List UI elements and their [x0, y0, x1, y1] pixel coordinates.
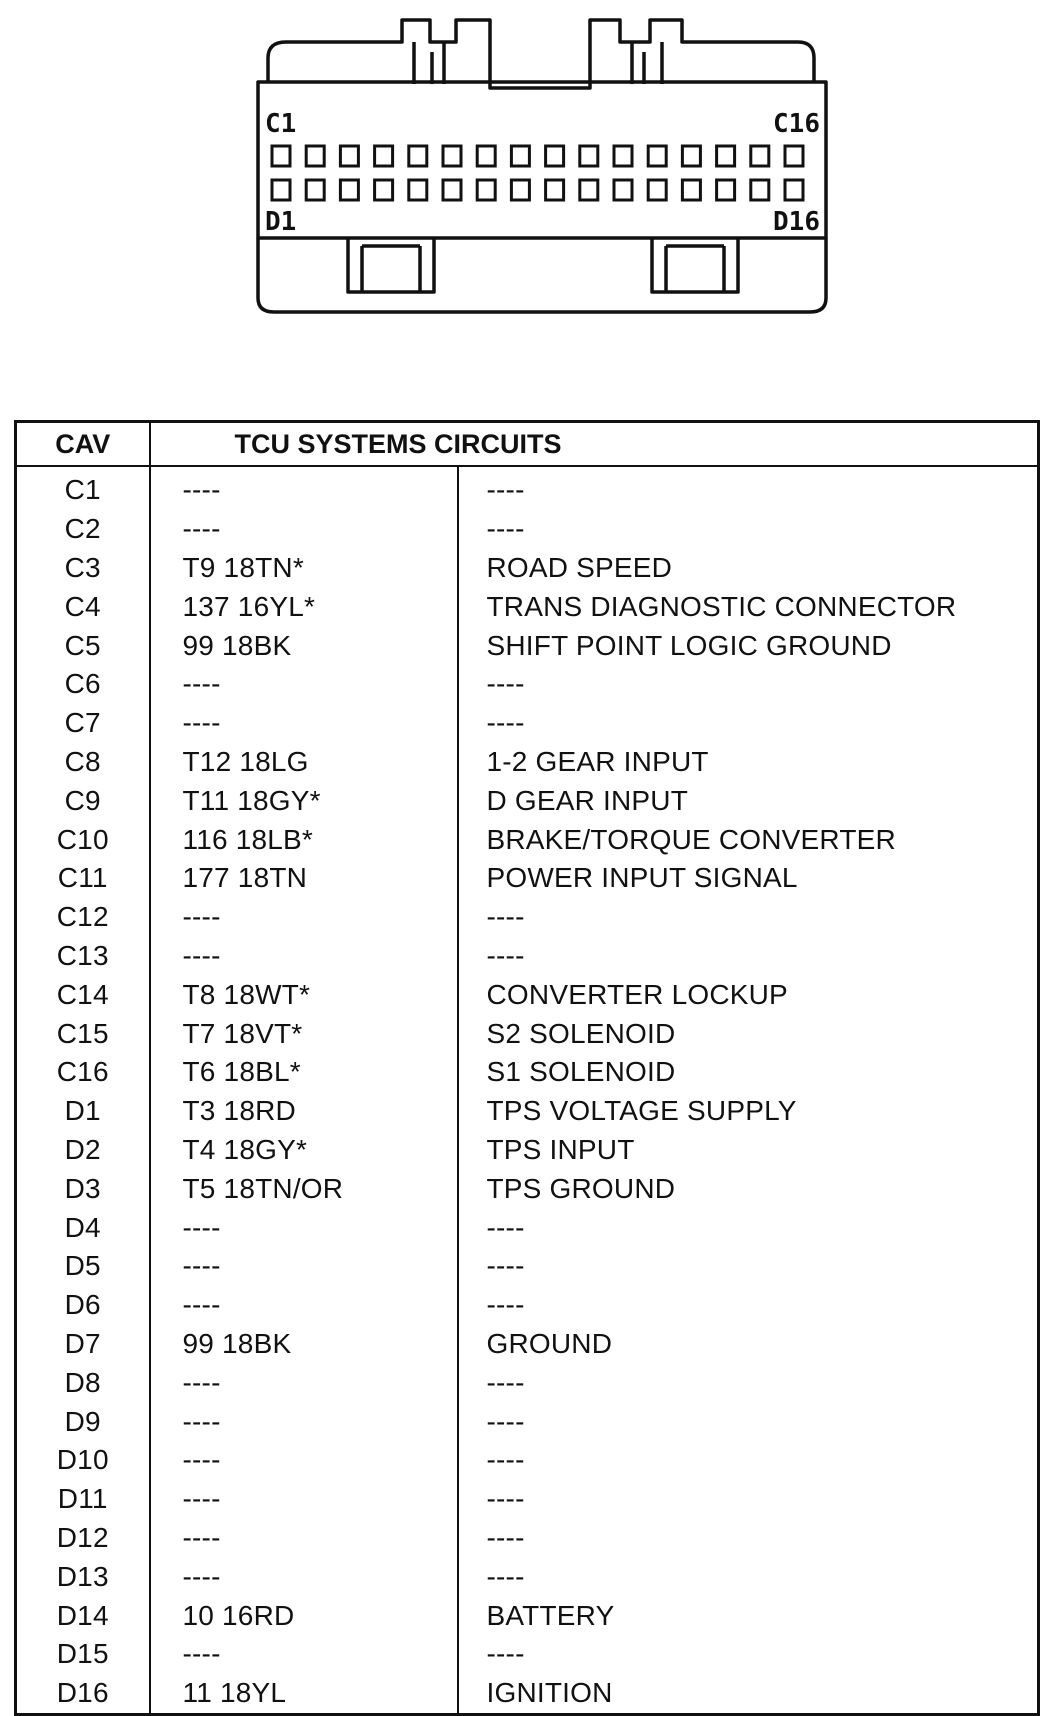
function-cell: ----	[486, 1405, 525, 1437]
pin-cavity-c4	[375, 146, 393, 166]
label-c16: C16	[773, 109, 820, 139]
circuit-cell: ----	[150, 1441, 458, 1480]
function-cell: TPS VOLTAGE SUPPLY	[486, 1095, 797, 1127]
pin-cavity-d15	[751, 180, 769, 200]
pin-cavity-d3	[340, 180, 358, 200]
circuit-cell: ----	[150, 1402, 458, 1441]
cav-cell: C8	[16, 743, 150, 782]
table-row	[16, 549, 1039, 588]
circuit-cell: ----	[150, 1519, 458, 1558]
table-row	[16, 937, 1039, 976]
pin-cavity-c2	[306, 146, 324, 166]
circuit-cell: ----	[150, 1363, 458, 1402]
pin-cavity-d2	[306, 180, 324, 200]
label-c1: C1	[265, 109, 297, 139]
table-row	[16, 1363, 1039, 1402]
cav-cell: D12	[16, 1519, 150, 1558]
table-row	[16, 781, 1039, 820]
circuit-cell: 137 16YL*	[150, 587, 458, 626]
circuit-cell: 116 18LB*	[150, 820, 458, 859]
table-row	[16, 898, 1039, 937]
table-row	[16, 1092, 1039, 1131]
function-cell: ----	[486, 1444, 525, 1476]
circuit-cell: ----	[150, 1557, 458, 1596]
cav-cell: D10	[16, 1441, 150, 1480]
pin-cavity-c11	[614, 146, 632, 166]
cav-cell: C16	[16, 1053, 150, 1092]
table-row	[16, 1286, 1039, 1325]
function-cell: ----	[486, 1250, 525, 1282]
table-row	[16, 1480, 1039, 1519]
table-row	[16, 587, 1039, 626]
table-row	[16, 1674, 1039, 1714]
pin-cavity-d10	[580, 180, 598, 200]
function-cell: SHIFT POINT LOGIC GROUND	[486, 629, 892, 661]
function-cell: ----	[486, 668, 525, 700]
function-cell: IGNITION	[486, 1677, 613, 1709]
function-cell: TPS INPUT	[486, 1133, 635, 1165]
table-row	[16, 1519, 1039, 1558]
function-cell: ----	[486, 1638, 525, 1670]
cav-cell: C11	[16, 859, 150, 898]
pin-cavity-c10	[580, 146, 598, 166]
cav-cell: D3	[16, 1169, 150, 1208]
function-cell: ROAD SPEED	[486, 551, 673, 583]
pin-cavity-c3	[340, 146, 358, 166]
function-cell: ----	[486, 474, 525, 506]
pin-cavity-d7	[477, 180, 495, 200]
pinout-table	[14, 420, 1040, 1716]
pin-cavity-c15	[751, 146, 769, 166]
circuit-cell: ----	[150, 704, 458, 743]
pin-cavity-d14	[717, 180, 735, 200]
function-cell: ----	[486, 1560, 525, 1592]
cav-cell: D2	[16, 1131, 150, 1170]
table-row	[16, 1053, 1039, 1092]
pin-cavity-d1	[272, 180, 290, 200]
cav-cell: D4	[16, 1208, 150, 1247]
circuit-cell: 99 18BK	[150, 1325, 458, 1364]
function-cell: ----	[486, 1211, 525, 1243]
table-body	[16, 466, 1039, 1714]
pin-cavity-c12	[648, 146, 666, 166]
function-cell: 1-2 GEAR INPUT	[486, 745, 709, 777]
cav-cell: D15	[16, 1635, 150, 1674]
pin-cavity-d4	[375, 180, 393, 200]
circuit-cell: ----	[150, 937, 458, 976]
circuit-cell: ----	[150, 665, 458, 704]
table-row	[16, 704, 1039, 743]
cav-cell: D11	[16, 1480, 150, 1519]
pin-cavity-c6	[443, 146, 461, 166]
cav-cell: C15	[16, 1014, 150, 1053]
circuit-cell: T8 18WT*	[150, 975, 458, 1014]
function-cell: ----	[486, 1366, 525, 1398]
label-d16: D16	[773, 207, 820, 237]
function-cell: S1 SOLENOID	[486, 1056, 676, 1088]
function-cell: GROUND	[486, 1327, 613, 1359]
table-row	[16, 1131, 1039, 1170]
connector-diagram	[0, 0, 1056, 330]
cav-cell: C2	[16, 510, 150, 549]
cav-cell: C1	[16, 466, 150, 510]
cav-cell: C13	[16, 937, 150, 976]
pin-cavity-c9	[546, 146, 564, 166]
pin-cavity-c7	[477, 146, 495, 166]
table-row	[16, 1247, 1039, 1286]
cav-cell: C9	[16, 781, 150, 820]
table-row	[16, 665, 1039, 704]
pin-cavity-c13	[682, 146, 700, 166]
pin-cavity-d8	[511, 180, 529, 200]
circuit-cell: ----	[150, 1286, 458, 1325]
function-cell: ----	[486, 939, 525, 971]
circuit-cell: 99 18BK	[150, 626, 458, 665]
header-circuits: TCU SYSTEMS CIRCUITS	[150, 422, 1039, 467]
cav-cell: C6	[16, 665, 150, 704]
table-row	[16, 975, 1039, 1014]
circuit-cell: ----	[150, 898, 458, 937]
circuit-cell: ----	[150, 1247, 458, 1286]
circuit-cell: ----	[150, 466, 458, 510]
table-row	[16, 1325, 1039, 1364]
cav-cell: C5	[16, 626, 150, 665]
pin-cavity-d6	[443, 180, 461, 200]
circuit-cell: T12 18LG	[150, 743, 458, 782]
function-cell: POWER INPUT SIGNAL	[486, 862, 798, 894]
circuit-cell: ----	[150, 510, 458, 549]
function-cell: D GEAR INPUT	[486, 784, 689, 816]
function-cell: ----	[486, 1521, 525, 1553]
cav-cell: D8	[16, 1363, 150, 1402]
label-d1: D1	[265, 207, 297, 237]
circuit-cell: T6 18BL*	[150, 1053, 458, 1092]
pin-cavity-d12	[648, 180, 666, 200]
circuit-cell: ----	[150, 1480, 458, 1519]
pin-cavity-d16	[785, 180, 803, 200]
function-cell: ----	[486, 1483, 525, 1515]
table-row	[16, 1169, 1039, 1208]
cav-cell: D14	[16, 1596, 150, 1635]
cav-cell: C14	[16, 975, 150, 1014]
table-row	[16, 510, 1039, 549]
circuit-cell: T9 18TN*	[150, 549, 458, 588]
pin-cavity-d9	[546, 180, 564, 200]
pin-cavity-c16	[785, 146, 803, 166]
table-row	[16, 1208, 1039, 1247]
pin-cavity-c1	[272, 146, 290, 166]
function-cell: CONVERTER LOCKUP	[486, 978, 788, 1010]
function-cell: BATTERY	[486, 1599, 615, 1631]
pin-cavity-c5	[409, 146, 427, 166]
circuit-cell: 10 16RD	[150, 1596, 458, 1635]
circuit-cell: T3 18RD	[150, 1092, 458, 1131]
function-cell: BRAKE/TORQUE CONVERTER	[486, 823, 896, 855]
cav-cell: C7	[16, 704, 150, 743]
function-cell: ----	[486, 901, 525, 933]
table-row	[16, 743, 1039, 782]
function-cell: ----	[486, 1289, 525, 1321]
pin-cavity-d11	[614, 180, 632, 200]
cav-cell: D1	[16, 1092, 150, 1131]
table-row	[16, 1557, 1039, 1596]
table-row	[16, 1441, 1039, 1480]
circuit-cell: 177 18TN	[150, 859, 458, 898]
header-cav: CAV	[16, 422, 150, 467]
table-row	[16, 1402, 1039, 1441]
cav-cell: D6	[16, 1286, 150, 1325]
table-row	[16, 820, 1039, 859]
circuit-cell: 11 18YL	[150, 1674, 458, 1714]
connector-pins	[272, 146, 803, 200]
circuit-cell: ----	[150, 1208, 458, 1247]
table-row	[16, 1596, 1039, 1635]
pin-cavity-d13	[682, 180, 700, 200]
cav-cell: C12	[16, 898, 150, 937]
function-cell: S2 SOLENOID	[486, 1017, 676, 1049]
circuit-cell: T4 18GY*	[150, 1131, 458, 1170]
table-row	[16, 859, 1039, 898]
cav-cell: D9	[16, 1402, 150, 1441]
function-cell: ----	[486, 707, 525, 739]
circuit-cell: T5 18TN/OR	[150, 1169, 458, 1208]
cav-cell: C3	[16, 549, 150, 588]
circuit-cell: T11 18GY*	[150, 781, 458, 820]
pin-cavity-c8	[511, 146, 529, 166]
circuit-cell: ----	[150, 1635, 458, 1674]
table-row	[16, 1635, 1039, 1674]
cav-cell: D7	[16, 1325, 150, 1364]
pin-cavity-c14	[717, 146, 735, 166]
cav-cell: C10	[16, 820, 150, 859]
function-cell: TPS GROUND	[486, 1172, 676, 1204]
table-row	[16, 1014, 1039, 1053]
table-row	[16, 466, 1039, 510]
table-row	[16, 626, 1039, 665]
pin-cavity-d5	[409, 180, 427, 200]
cav-cell: C4	[16, 587, 150, 626]
function-cell: ----	[486, 513, 525, 545]
function-cell: TRANS DIAGNOSTIC CONNECTOR	[486, 590, 957, 622]
cav-cell: D13	[16, 1557, 150, 1596]
circuit-cell: T7 18VT*	[150, 1014, 458, 1053]
table-header-row	[16, 422, 1039, 467]
cav-cell: D16	[16, 1674, 150, 1714]
cav-cell: D5	[16, 1247, 150, 1286]
